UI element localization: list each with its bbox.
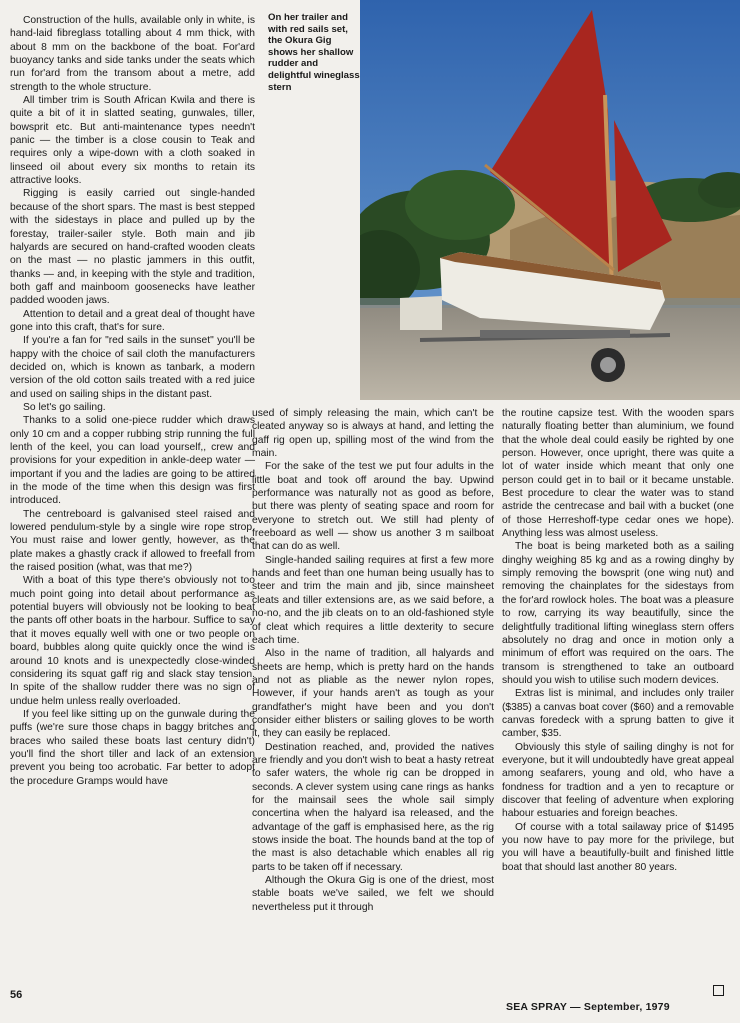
photo-caption: On her trailer and with red sails set, the Okura Gig shows her shallow rudder and delightful wineglass stern: [268, 12, 360, 93]
paragraph: Single-handed sailing requires at first a few more hands and feet than one human being usually has to steer and trim the main and jib, since mainsheet cleats and tiller extensions are, as we said before, a no-no, and the jib cleats on to an old-fashioned style of cleat which requires a little dexterity to secure each time.: [252, 554, 494, 646]
paragraph: All timber trim is South African Kwila and there is quite a bit of it in slatted seating, gunwales, tiller, bowsprit etc. But anti-maintenance types needn't panic — the timber is a close cousin to Teak and requires only a wipe-down with a cloth soaked in linseed oil about every six months to retain its attractive looks.: [10, 95, 255, 187]
paragraph: Extras list is minimal, and includes only trailer ($385) a canvas boat cover ($60) and a removable canvas foredeck with a sprung batten to give it camber, $35.: [502, 688, 734, 740]
article-column-3: [502, 407, 734, 874]
magazine-credit: SEA SPRAY — September, 1979: [506, 1001, 670, 1013]
paragraph: For the sake of the test we put four adults in the little boat and took off around the bay. Upwind performance was naturally not as good as before, but there was plenty of seating space and room for everyone to stretch out. We still had plenty of freeboard as well — show us another 3 m sailboat that can do as well.: [252, 461, 494, 553]
boat-photo-illustration: [360, 0, 740, 400]
paragraph: Attention to detail and a great deal of thought have gone into this craft, that's for sure.: [10, 308, 255, 333]
paragraph: If you're a fan for "red sails in the sunset" you'll be happy with the choice of sail cloth the manufacturers decided on, which is known as tanbark, a modern version of the old cotton sails treated with a red juice and used on sailing ships in the distant past.: [10, 335, 255, 400]
boat-photo: [360, 0, 740, 400]
paragraph: Obviously this style of sailing dinghy is not for everyone, but it will undoubtedly have great appeal among seafarers, young and old, who have a fondness for tradtion and a yen to recapture or discover that feeling of adventure when exploring habour estuaries and foreign beaches.: [502, 741, 734, 820]
paragraph: the routine capsize test. With the wooden spars naturally floating better than aluminium, we found that the whole deal could easily be righted by one person. However, once upright, there was quite a lot of water inside which meant that only one person could get in to bail or it became unstable. Best procedure to clear the water was to stand astride the centrecase and bail with a bucket (one of those Herreshoff-type cedar ones we hope). Anything less was almost useless.: [502, 408, 734, 540]
paragraph: The centreboard is galvanised steel raised and lowered pendulum-style by a single wire rope strop. You must raise and lower gently, however, as the plate makes a ghastly crack if allowed to freefall from the raised position (what, was that me?): [10, 508, 255, 574]
article-column-2: [252, 407, 494, 914]
paragraph: The boat is being marketed both as a sailing dinghy weighing 85 kg and as a rowing dinghy by simply removing the bowsprit (one wing nut) and removing the chainplates for the sidestays from the for'ard rowlock holes. The boat was a pleasure to row, carrying its way beautifully, since the delightfully traditional lifting wineglass stern offers absolutely no drag and once in motion only a minimum of effort was required on the oars. The transom is strengthened to take an outboard should you wish to utilise such modern devices.: [502, 541, 734, 686]
paragraph: used of simply releasing the main, which can't be cleated anyway so is always at hand, and letting the gaff rig open up, spilling most of the wind from the main.: [252, 408, 494, 460]
paragraph: So let's go sailing.: [23, 401, 106, 413]
paragraph: Construction of the hulls, available only in white, is hand-laid fibreglass totalling about 4 mm thick, with about 8 mm on the backbone of the boat. For'ard buoyancy tanks and side tanks under the seats which run for'ard from the transom about a metre, add strength to the whole structure.: [10, 15, 255, 93]
end-of-article-mark: [713, 985, 724, 996]
paragraph: With a boat of this type there's obviously not too much point going into detail about performance as potential buyers will obviously not be looking to beat the pants off other boats in the harbour. Suffice to say that it moves equally well with one or two people on board, bubbles along quite quickly once the wind is around 10 knots and is unexpectedly close-winded considering its squat gaff rig and slack stay tension. In spite of the shallow rudder there was no sign of undue helm unless really overloaded.: [10, 575, 255, 707]
paragraph: If you feel like sitting up on the gunwale during the puffs (we're sure those chaps in baggy britches and braces who sailed these boats last century didn't) you'll find the short tiller and lack of an extension prevent you being too acrobatic. Far better to adopt the procedure Gramps would have: [10, 708, 255, 787]
article-column-1: [10, 14, 255, 788]
paragraph: Of course with a total sailaway price of $1495 you now have to pay more for the privilege, but you will have a beautifully-built and finished little boat that should last another 80 years.: [502, 821, 734, 873]
paragraph: Also in the name of tradition, all halyards and sheets are hemp, which is pretty hard on the hands and not as pliable as the newer nylon ropes, However, if your hands aren't as tough as your grandfather's might have been and you don't consider either blisters or sailing gloves to be worth it, they can easily be replaced.: [252, 648, 494, 740]
paragraph: Rigging is easily carried out single-handed because of the short spars. The mast is best stepped with the sidestays in place and pulled up by the forestay, trailer-sailer style. Both main and jib halyards are secured on hand-crafted wooden cleats on the mast — no plastic jammers in this outfit, thanks — and, in keeping with the style and tradition, both gaff and mainboom goosenecks have leather padded wooden jaws.: [10, 188, 255, 307]
page-number: 56: [10, 989, 23, 1001]
paragraph: Although the Okura Gig is one of the driest, most stable boats we've sailed, we felt we should nevertheless put it through: [252, 875, 494, 913]
paragraph: Destination reached, and, provided the natives are friendly and you don't wish to beat a hasty retreat to safer waters, the whole rig can be dropped in seconds. A clever system using cane rings as hanks for the mainsail sees the whole sail simply concertina when the halyard isa released, and the advantage of the gaff is emphasised here, as the rig stows inside the boat. The hounds band at the top of the mast is also detachable which enables all rig parts to be taken off if necessary.: [252, 741, 494, 873]
paragraph: Thanks to a solid one-piece rudder which draws only 10 cm and a copper rubbing strip running the full lenth of the keel, you can load yourself,, crew and provisions for your expedition in ankle-deep water — important if you and the ladies are going to be attired in the mode of the time when this design was first introduced.: [10, 415, 255, 507]
